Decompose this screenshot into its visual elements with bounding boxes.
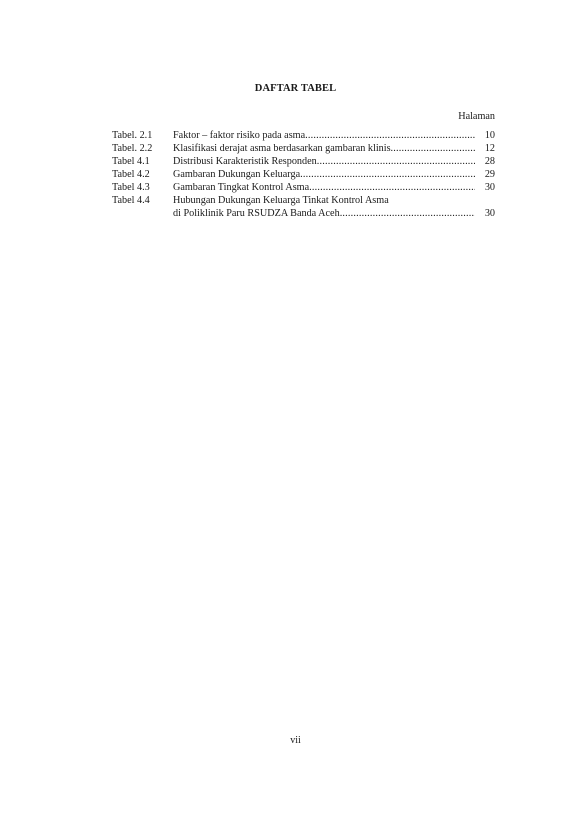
list-item[interactable] [112, 168, 495, 181]
table-page-number: 10 [484, 130, 495, 141]
page-number: vii [290, 735, 301, 746]
table-label: Tabel. 2.1 [112, 130, 153, 141]
leader-dots [305, 129, 475, 142]
table-title: Hubungan Dukungan Keluarga Tinkat Kontrol Asma [173, 195, 389, 206]
list-item[interactable] [112, 142, 495, 155]
table-label: Tabel 4.1 [112, 156, 150, 167]
list-item[interactable] [112, 194, 495, 220]
table-title: Distribusi Karakteristik Responden [173, 156, 317, 167]
table-title: Faktor – faktor risiko pada asma [173, 130, 306, 141]
leader-dots [309, 181, 475, 194]
leader-dots [300, 168, 475, 181]
leader-dots [340, 207, 475, 220]
table-page-number: 30 [484, 208, 495, 219]
list-item[interactable] [112, 155, 495, 168]
table-label: Tabel 4.3 [112, 182, 150, 193]
table-title-continued: di Poliklinik Paru RSUDZA Banda Aceh [173, 208, 340, 219]
table-title: Gambaran Tingkat Kontrol Asma [173, 182, 310, 193]
table-page-number: 29 [484, 169, 495, 180]
page-title: DAFTAR TABEL [254, 83, 337, 94]
leader-dots [317, 155, 475, 168]
leader-dots [391, 142, 475, 155]
table-page-number: 12 [484, 143, 495, 154]
table-label: Tabel 4.4 [112, 195, 150, 206]
table-page-number: 30 [484, 182, 495, 193]
page-column-label: Halaman [458, 111, 495, 122]
table-label: Tabel. 2.2 [112, 143, 153, 154]
table-list [112, 129, 495, 220]
list-item[interactable] [112, 181, 495, 194]
table-title: Klasifikasi derajat asma berdasarkan gambaran klinis [173, 143, 391, 154]
table-page-number: 28 [484, 156, 495, 167]
table-label: Tabel 4.2 [112, 169, 150, 180]
list-item[interactable] [112, 129, 495, 142]
table-title: Gambaran Dukungan Keluarga [173, 169, 301, 180]
